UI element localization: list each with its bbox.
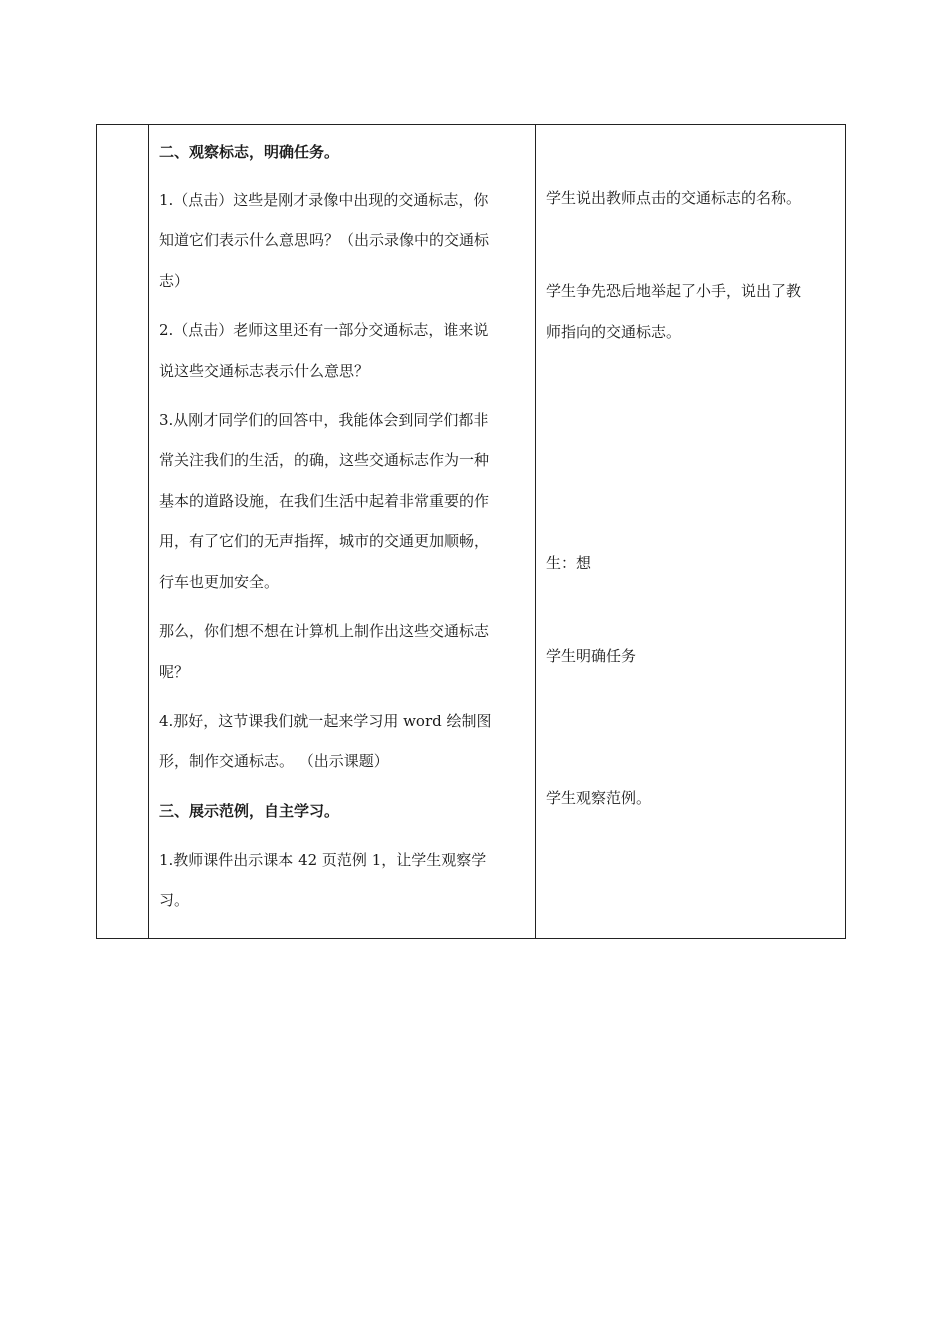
section-heading-observe: 二、观察标志，明确任务。 — [159, 143, 340, 161]
paragraph-line: 1.教师课件出示课本 42 页范例 1，让学生观察学 — [159, 851, 487, 869]
lesson-table — [96, 124, 846, 939]
paragraph-line: 4.那好，这节课我们就一起来学习用 word 绘制图 — [159, 712, 492, 730]
paragraph-line: 基本的道路设施，在我们生活中起着非常重要的作 — [159, 492, 490, 510]
paragraph-line: 行车也更加安全。 — [159, 573, 280, 591]
section-heading-examples: 三、展示范例，自主学习。 — [159, 802, 340, 820]
blank-cell — [97, 125, 148, 938]
paragraph-line: 形，制作交通标志。 （出示课题） — [159, 752, 389, 770]
paragraph-line: 3.从刚才同学们的回答中，我能体会到同学们都非 — [159, 411, 489, 429]
paragraph-line: 志） — [159, 272, 190, 290]
student-response: 生：想 — [546, 554, 592, 572]
teacher-activity-cell — [149, 125, 535, 938]
student-response: 学生说出教师点击的交通标志的名称。 — [546, 189, 802, 207]
student-response: 学生观察范例。 — [546, 789, 652, 807]
paragraph-line: 知道它们表示什么意思吗？（出示录像中的交通标 — [159, 231, 490, 249]
student-activity-cell — [536, 125, 847, 938]
student-response: 师指向的交通标志。 — [546, 323, 682, 341]
paragraph-line: 说这些交通标志表示什么意思？ — [159, 362, 370, 380]
paragraph-line: 常关注我们的生活，的确，这些交通标志作为一种 — [159, 451, 490, 469]
paragraph-line: 那么，你们想不想在计算机上制作出这些交通标志 — [159, 622, 490, 640]
paragraph-line: 用，有了它们的无声指挥，城市的交通更加顺畅， — [159, 532, 490, 550]
paragraph-line: 习。 — [159, 891, 190, 909]
paragraph-line: 2.（点击）老师这里还有一部分交通标志，谁来说 — [159, 321, 489, 339]
paragraph-line: 呢？ — [159, 663, 190, 681]
paragraph-line: 1.（点击）这些是刚才录像中出现的交通标志，你 — [159, 191, 489, 209]
student-response: 学生明确任务 — [546, 647, 637, 665]
student-response: 学生争先恐后地举起了小手，说出了教 — [546, 282, 802, 300]
